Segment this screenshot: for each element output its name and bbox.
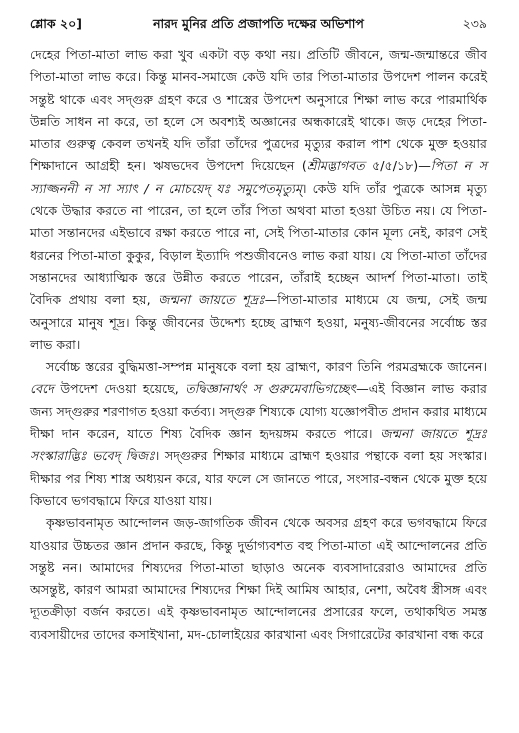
paragraph-text: —এই বিজ্ঞান লাভ করার জন্য সদ্গুরুর শরণাগত হওয়া কর্তব্য। সদ্গুরু শিষ্যকে যোগ্য যজ্ঞোপবীত প্রদান করার মাধ্যমে দীক্ষা দান করেন, যাতে শিষ্য বৈদিক জ্ঞান হৃদয়ঙ্গম করতে পারে। (30, 381, 487, 442)
page-number: ২৩৯ (462, 16, 487, 31)
paragraph-text: কৃষ্ণভাবনামৃত আন্দোলন জড়-জাগতিক জীবন থেকে অবসর গ্রহণ করে ভগবদ্ধামে ফিরে যাওয়ার উচ্চতর জ্ঞান প্রদান করছে, কিন্তু দুর্ভাগ্যবশত বহু পিতা-মাতা এই আন্দোলনের প্রতি সন্তুষ্ট নন। আমাদের শিষ্যদের পিতা-মাতা ছাড়াও অনেক ব্যবসাদারেরাও আমাদের প্রতি অসন্তুষ্ট, কারণ আমরা আমাদের শিষ্যদের শিক্ষা দিই আমিষ আহার, নেশা, অবৈধ স্ত্রীসঙ্গ এবং দ্যূতক্রীড়া বর্জন করতে। এই কৃষ্ণভাবনামৃত আন্দোলনের প্রসারের ফলে, তথাকথিত সমস্ত ব্যবসায়ীদের তাদের কসাইখানা, মদ-চোলাইয়ের কারখানা এবং সিগারেটের কারখানা বন্ধ করে (30, 515, 487, 642)
paragraph-text: ৫/৫/১৮)— (364, 158, 431, 174)
running-head (30, 12, 487, 36)
chapter-title: নারদ মুনির প্রতি প্রজাপতি দক্ষের অভিশাপ (153, 16, 364, 31)
paragraph-text: । কেউ যদি তাঁর পুত্রকে আসন্ন মৃত্যু থেকে উদ্ধার করতে না পারেন, তা হলে তাঁর পিতা অথবা মাতা হওয়া উচিত নয়। যে পিতা-মাতা সন্তানদের এইভাবে রক্ষা করতে পারে না, সেই পিতা-মাতার কোন মূল্য নেই, কারণ সেই ধরনের পিতা-মাতা কুকুর, বিড়াল ইত্যাদি পশুজীবনেও লাভ করা যায়। যে পিতা-মাতা তাঁদের সন্তানদের আধ্যাত্মিক স্তরে উন্নীত করতে পারেন, তাঁরাই হচ্ছেন আদর্শ পিতা-মাতা। তাই বৈদিক প্রথায় বলা হয়, (30, 180, 487, 308)
paragraph (30, 512, 487, 646)
paragraph (30, 356, 487, 512)
quoted-verse: শ্রীমদ্ভাগবত (306, 158, 365, 174)
paragraph-text: —পিতা-মাতার মাধ্যমে যে জন্ম, সেই জন্ম অনুসারে মানুষ শূদ্র। কিন্তু জীবনের উদ্দেশ্য হচ্ছে ব্রাহ্মণ হওয়া, মনুষ্য-জীবনের সর্বোচ্চ স্তর লাভ করা। (30, 292, 488, 352)
quoted-verse: জন্মনা জায়তে শূদ্রঃ (158, 292, 265, 308)
paragraph-text: দেহের পিতা-মাতা লাভ করা খুব একটা বড় কথা নয়। প্রতিটি জীবনে, জন্ম-জন্মান্তরে জীব পিতা-মাতা লাভ করে। কিন্তু মানব-সমাজে কেউ যদি তার পিতা-মাতার উপদেশ পালন করেই সন্তুষ্ট থাকে এবং সদ্গুরু গ্রহণ করে ও শাস্ত্রের উপদেশ অনুসারে শিক্ষা লাভ করে পারমার্থিক উন্নতি সাধন না করে, তা হলে সে অবশ্যই অজ্ঞানের অন্ধকারেই থাকে। জড় দেহের পিতা-মাতার গুরুত্ব কেবল তখনই যদি তাঁরা তাঁদের পুত্রদের মৃত্যুর করাল পাশ থেকে মুক্ত হওয়ার শিক্ষাদানে আগ্রহী হন। ঋষভদেব উপদেশ দিয়েছেন ( (30, 47, 487, 174)
verse-reference: শ্লোক ২০] (30, 16, 82, 31)
quoted-verse: পিতা ন স স্যাজ্জননী ন সা স্যাৎ / ন মোচয়েদ্ যঃ সমুপেতমৃত্যুম্ (30, 158, 487, 196)
paragraph-text: সর্বোচ্চ স্তরের বুদ্ধিমত্তা-সম্পন্ন মানুষকে বলা হয় ব্রাহ্মণ, কারণ তিনি পরমব্রহ্মকে জানেন। (46, 359, 487, 375)
quoted-verse: বেদে (30, 381, 54, 397)
quoted-verse: তদ্বিজ্ঞানার্থং স গুরুমেবাভিগচ্ছেৎ (185, 381, 357, 397)
paragraph (30, 44, 487, 356)
purport-text (30, 44, 487, 646)
paragraph-text: উপদেশ দেওয়া হয়েছে, (53, 381, 186, 397)
paragraph-text: । সদ্গুরুর শিক্ষার মাধ্যমে ব্রাহ্মণ হওয়ার পন্থাকে বলা হয় সংস্কার। দীক্ষার পর শিষ্য শাস্ত্র অধ্যয়ন করে, যার ফলে সে জানতে পারে, সংসার-বন্ধন থেকে মুক্ত হয়ে কিভাবে ভগবদ্ধামে ফিরে যাওয়া যায়। (30, 448, 487, 508)
quoted-verse: জন্মনা জায়তে শূদ্রঃ সংস্কারাদ্ভিঃ ভবেদ্ দ্বিজঃ (30, 426, 487, 464)
